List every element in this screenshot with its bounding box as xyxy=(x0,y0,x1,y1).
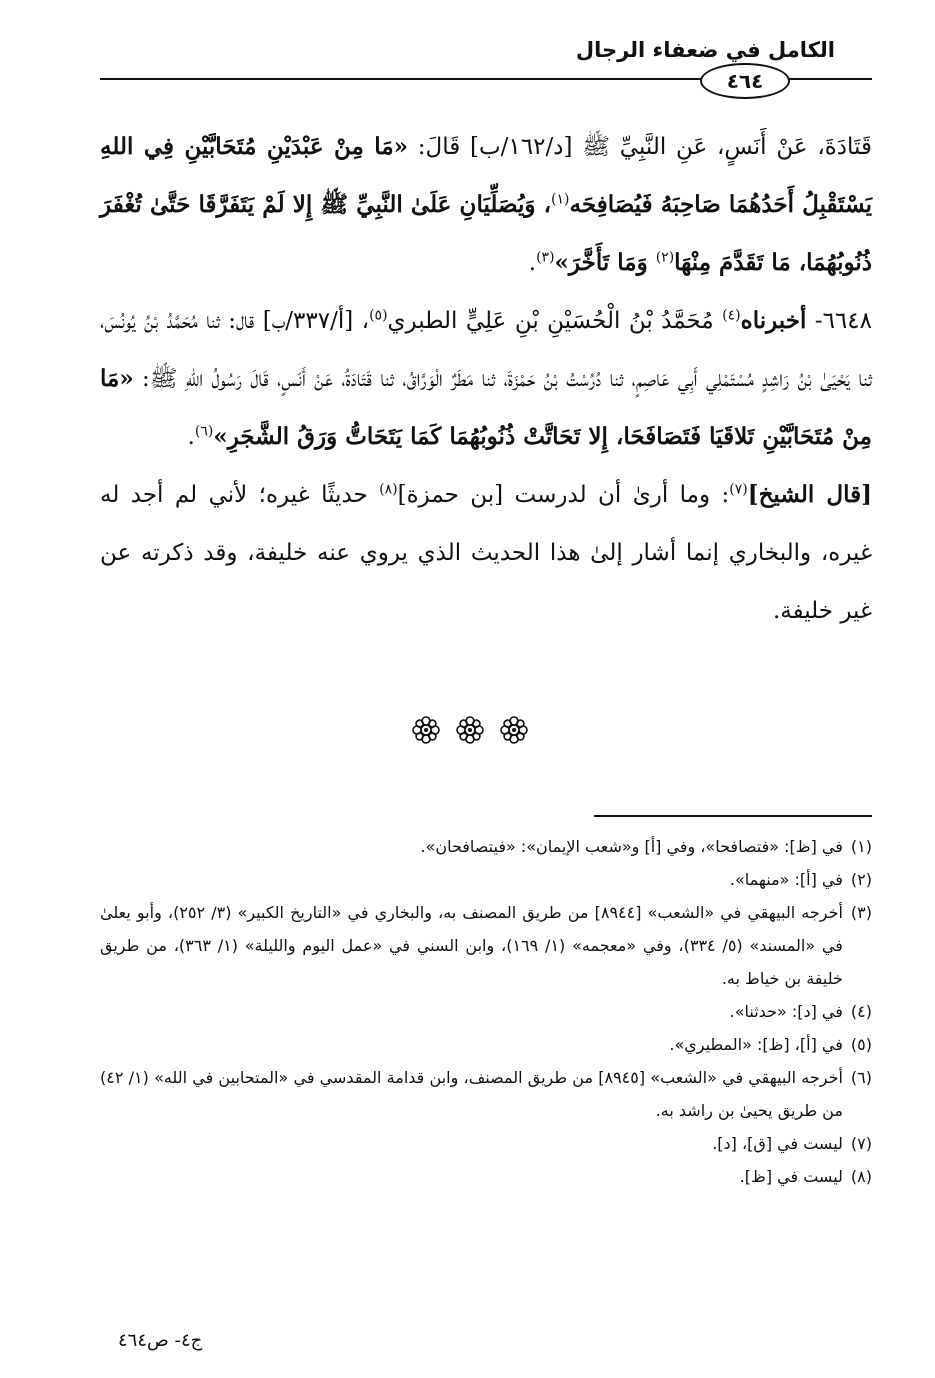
narration-intro: أخبرناه xyxy=(740,307,807,334)
main-text xyxy=(100,118,872,640)
footnote-3 xyxy=(100,896,872,995)
hadith-text: ، وَيُصَلِّيَانِ عَلَىٰ النَّبِيِّ ﷺ إِلا لَمْ يَتَفَرَّقَا حَتَّىٰ تُغْفَرَ ذُنُوبُهُمَا، مَا تَقَدَّمَ مِنْهَا xyxy=(100,191,872,276)
footnote-text: ليست في [ق]، [د]. xyxy=(712,1134,843,1153)
footnote-separator xyxy=(594,815,872,817)
footnote-ref-6[interactable]: (٦) xyxy=(194,423,214,440)
text-span: قَتَادَةَ، عَنْ أَنَسٍ، عَنِ النَّبِيِّ ﷺ [د/١٦٢/ب] قَالَ: xyxy=(408,134,872,160)
footnote-ref-3[interactable]: (٣) xyxy=(536,249,555,266)
flower-ornament-icon xyxy=(454,714,486,746)
footnote-number: (٨) xyxy=(850,1167,872,1186)
footnote-number: (٥) xyxy=(850,1035,872,1054)
footnote-8 xyxy=(100,1160,872,1193)
footnote-ref-8[interactable]: (٨) xyxy=(379,481,398,498)
footnote-text: في [أ]، [ظ]: «المطيري». xyxy=(669,1035,843,1054)
text-span: ، [أ/٣٣٧/ب] قال: ثنا مُحَمَّدُ بْنُ يُونُسَ، ثنا يَحْيَىٰ بْنُ رَاشِدٍ مُسْتَمْلِي أَبِي عَاصِمٍ، ثنا دُرُسْتُ بْنُ حَمْزَةَ، ثنا مَطَرٌ الْوَرَّاقُ، ثنا قَتَادَةُ، عَنْ أَنَسٍ، قَالَ رَسُولُ اللهِ ﷺ: xyxy=(100,308,872,392)
footnote-text: أخرجه البيهقي في «الشعب» [٨٩٤٤] من طريق المصنف به، والبخاري في «التاريخ الكبير» (٣/ ٢٥٢)، وأبو يعلىٰ في «المسند» (٥/ ٣٣٤)، وفي «معجمه» (١/ ١٦٩)، وابن السني في «عمل اليوم والليلة» (١/ ٣٦٣)، من طريق خليفة بن خياط به. xyxy=(100,903,843,988)
footnote-4 xyxy=(100,995,872,1028)
footnote-ref-2[interactable]: (٢) xyxy=(655,249,675,266)
footnote-number: (٣) xyxy=(850,903,872,922)
page-number: ٤٦٤ xyxy=(700,63,790,99)
footnote-ref-5[interactable]: (٥) xyxy=(369,307,388,324)
shaykh-label: [قال الشيخ] xyxy=(747,481,872,508)
footnote-ref-4[interactable]: (٤) xyxy=(722,307,741,324)
footnote-number: (١) xyxy=(850,837,872,856)
footnote-5 xyxy=(100,1028,872,1061)
text-span: . xyxy=(187,424,195,450)
footnotes xyxy=(100,830,872,1193)
footnote-text: أخرجه البيهقي في «الشعب» [٨٩٤٥] من طريق المصنف، وابن قدامة المقدسي في «المتحابين في الله» (١/ ٤٢) من طريق يحيىٰ بن راشد به. xyxy=(100,1068,843,1120)
footnote-text: ليست في [ظ]. xyxy=(739,1167,843,1186)
paragraph-1 xyxy=(100,118,872,292)
hadith-number: ٦٦٤٨- xyxy=(806,308,872,334)
text-span: . xyxy=(528,250,537,276)
footnote-ref-1[interactable]: (١) xyxy=(551,191,570,208)
text-span: مُحَمَّدُ بْنُ الْحُسَيْنِ بْنِ عَلِيٍّ الطبري xyxy=(387,308,723,334)
running-title: الكامل في ضعفاء الرجال xyxy=(575,38,835,62)
footnote-ref-7[interactable]: (٧) xyxy=(729,481,748,498)
hadith-text: وَمَا تَأَخَّرَ» xyxy=(554,249,656,276)
footnote-number: (٦) xyxy=(850,1068,872,1087)
hadith-text: «مَا مِنْ مُتَحَابَّيْنِ تَلاقَيَا فَتَصَافَحَا، إِلا تَحَاتَّتْ ذُنُوبُهُمَا كَمَا يَتَحَاتُّ وَرَقُ الشَّجَرِ» xyxy=(100,365,872,450)
section-divider-ornaments xyxy=(410,712,530,748)
paragraph-3 xyxy=(100,466,872,640)
footnote-1 xyxy=(100,830,872,863)
footnote-text: في [ظ]: «فتصافحا»، وفي [أ] و«شعب الإيمان»: «فيتصافحان». xyxy=(420,837,843,856)
flower-ornament-icon xyxy=(410,714,442,746)
footnote-2 xyxy=(100,863,872,896)
footnote-text: في [أ]: «منهما». xyxy=(729,870,843,889)
paragraph-2 xyxy=(100,292,872,466)
footnote-6 xyxy=(100,1061,872,1127)
footnote-7 xyxy=(100,1127,872,1160)
text-span: حديثًا غيره؛ لأني لم أجد له غيره، والبخاري إنما أشار إلىٰ هذا الحديث الذي يروي عنه خليفة، وقد ذكرته عن غير خليفة. xyxy=(100,482,872,624)
footnote-number: (٤) xyxy=(850,1002,872,1021)
footnote-number: (٢) xyxy=(850,870,872,889)
volume-page-reference: ج٤- ص٤٦٤ xyxy=(118,1330,203,1351)
footnote-text: في [د]: «حدثنا». xyxy=(729,1002,843,1021)
text-span: : وما أرىٰ أن لدرست [بن حمزة] xyxy=(397,482,730,508)
flower-ornament-icon xyxy=(498,714,530,746)
hadith-text: «مَا مِنْ عَبْدَيْنِ مُتَحَابَّيْنِ فِي اللهِ يَسْتَقْبِلُ أَحَدُهُمَا صَاحِبَهُ فَيُصَافِحَه xyxy=(100,133,873,218)
footnote-number: (٧) xyxy=(850,1134,872,1153)
